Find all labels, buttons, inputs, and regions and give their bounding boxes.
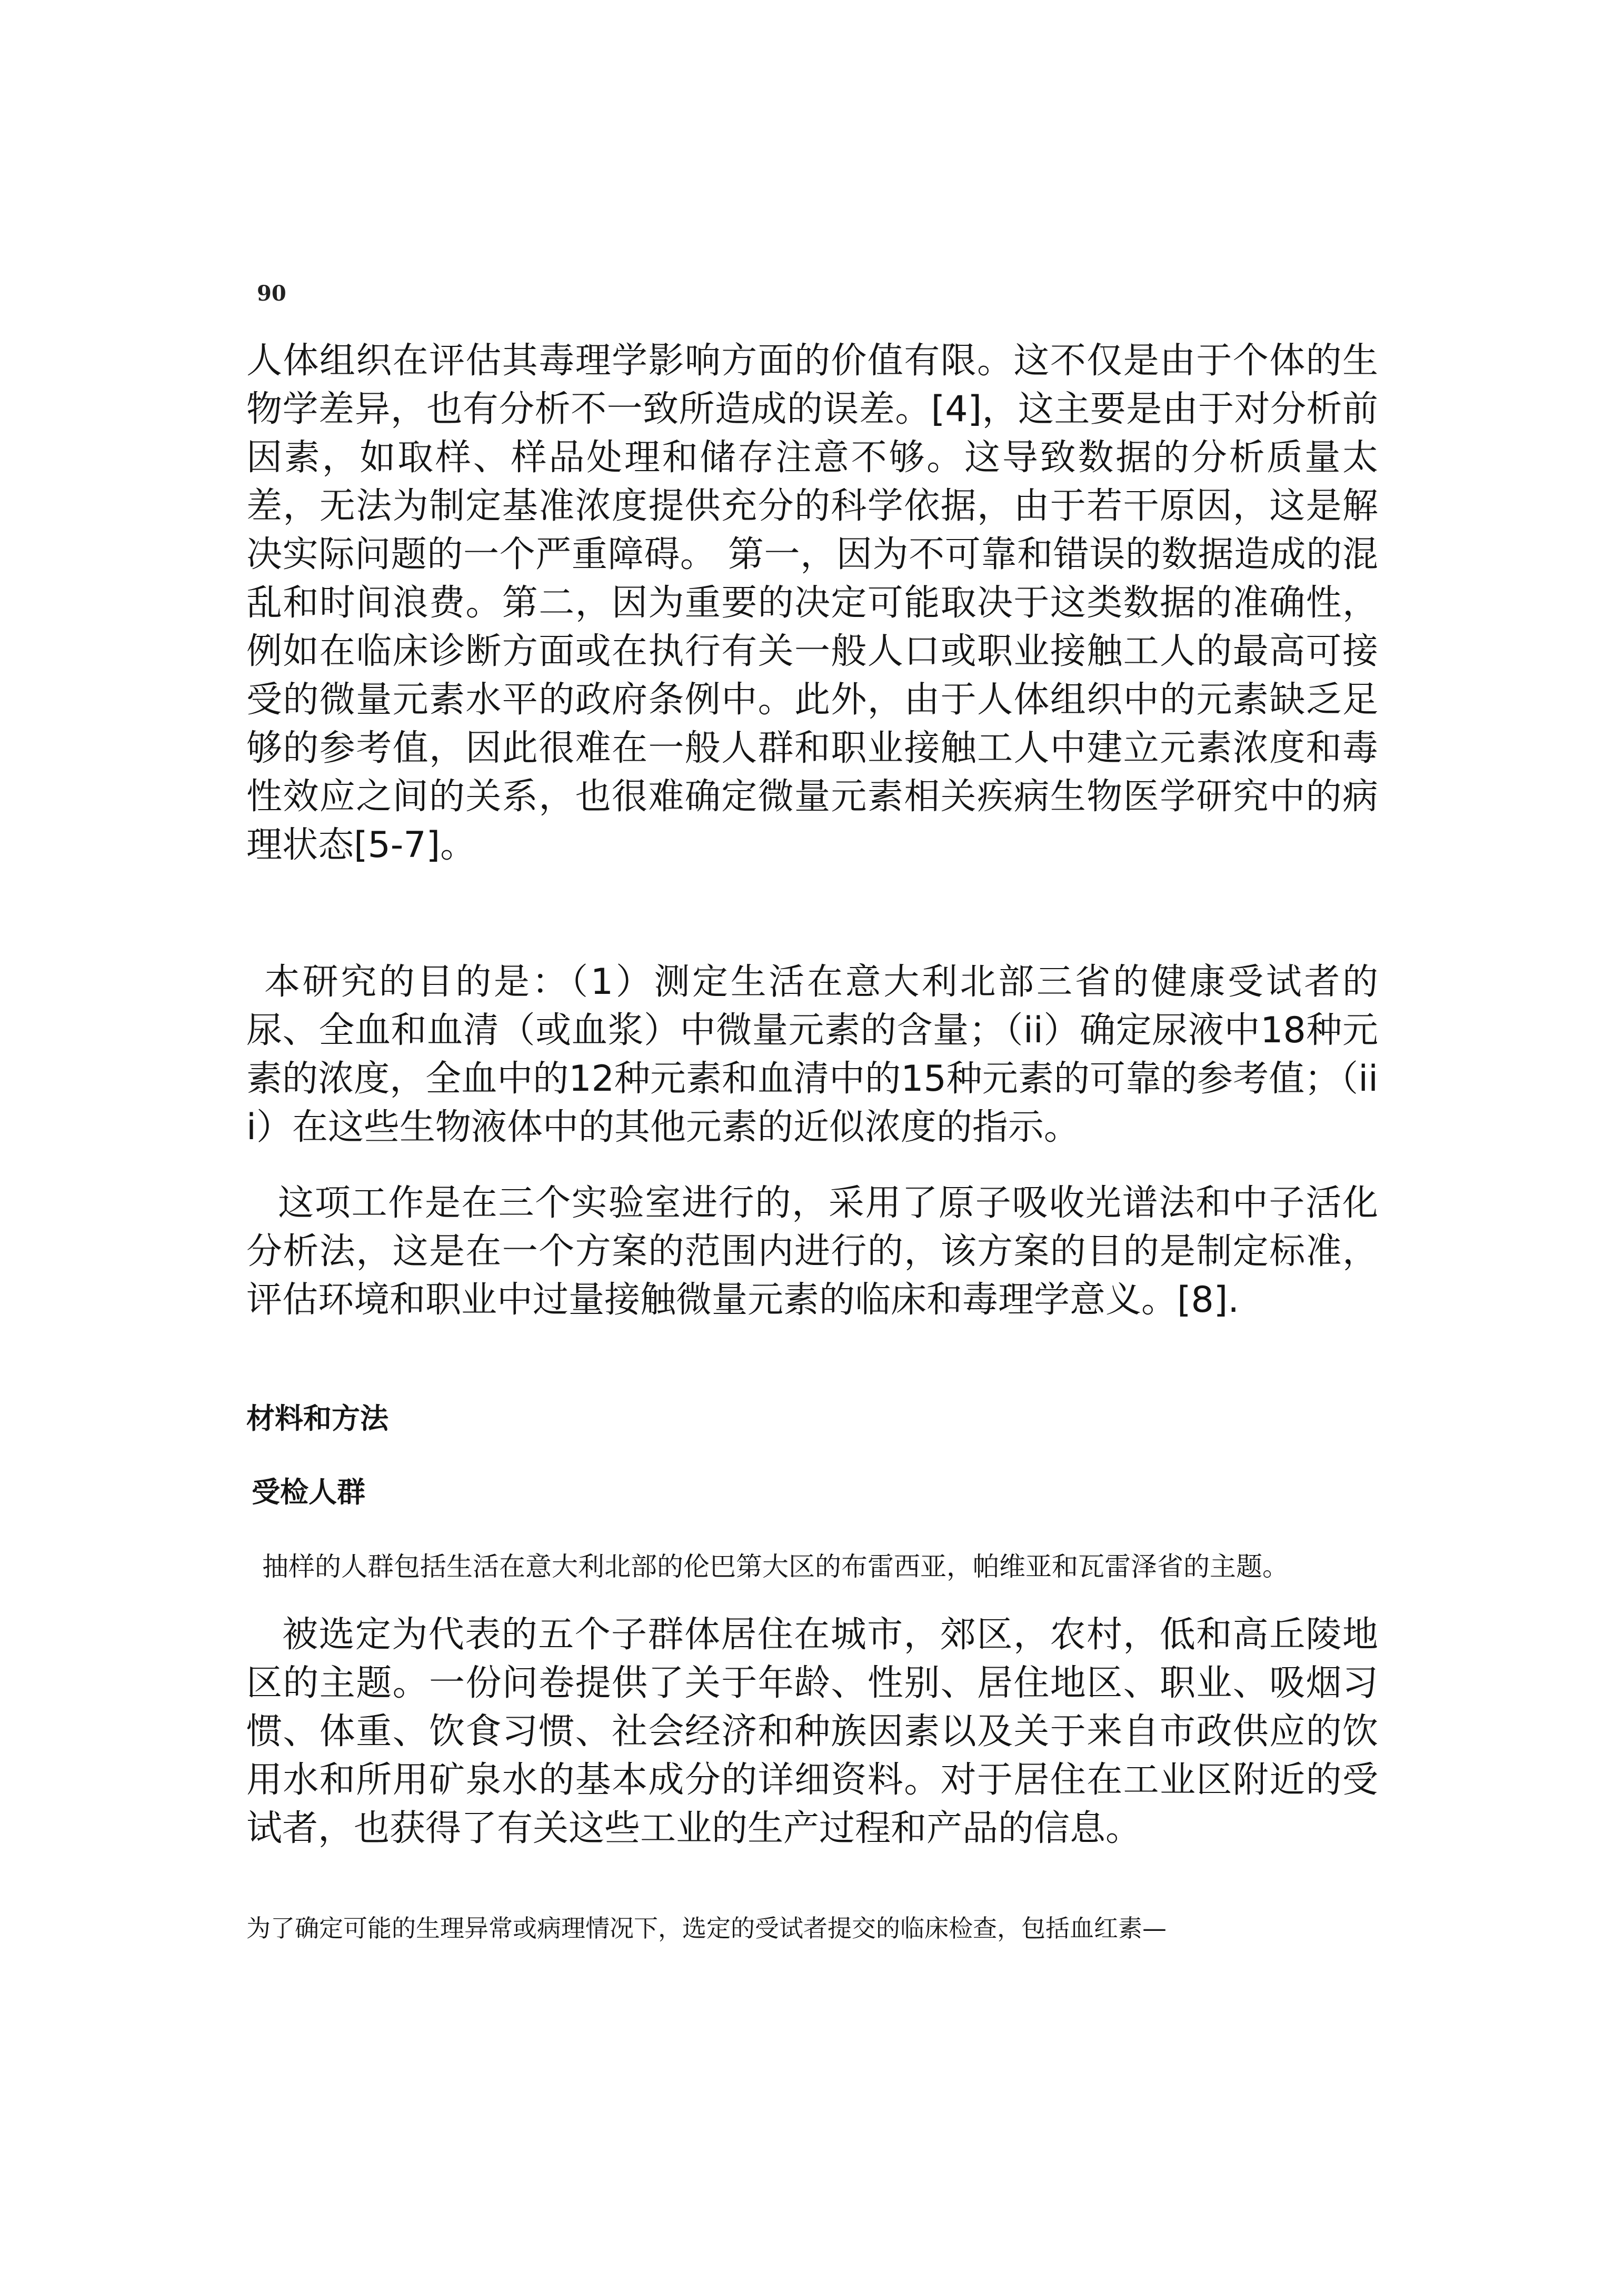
paragraph-sampled-population: 抽样的人群包括生活在意大利北部的伦巴第大区的布雷西亚，帕维亚和瓦雷泽省的主题。 [262,1551,1289,1582]
paragraph-clinical-examination: 为了确定可能的生理异常或病理情况下，选定的受试者提交的临床检查，包括血红素— [246,1914,1167,1942]
paragraph-subgroups-questionnaire: 被选定为代表的五个子群体居住在城市，郊区，农村，低和高丘陵地区的主题。一份问卷提供了关于年龄、性别、居住地区、职业、吸烟习惯、体重、饮食习惯、社会经济和种族因素以及关于来自市政供应的饮用水和所用矿泉水的基本成分的详细资料。对于居住在工业区附近的受试者，也获得了有关这些工业的生产过程和产品的信息。 [246,1614,1378,1849]
paragraph-intro-limitations: 人体组织在评估其毒理学影响方面的价值有限。这不仅是由于个体的生物学差异，也有分析不一致所造成的误差。[4]，这主要是由于对分析前因素，如取样、样品处理和储存注意不够。这导致数据的分析质量太差，无法为制定基准浓度提供充分的科学依据，由于若干原因，这是解决实际问题的一个严重障碍。 第一，因为不可靠和错误的数据造成的混乱和时间浪费。第二，因为重要的决定可能取决于这类数据的准确性，例如在临床诊断方面或在执行有关一般人口或职业接触工人的最高可接受的微量元素水平的政府条例中。此外，由于人体组织中的元素缺乏足够的参考值，因此很难在一般人群和职业接触工人中建立元素浓度和毒性效应之间的关系，也很难确定微量元素相关疾病生物医学研究中的病理状态[5-7]。 [246,340,1378,866]
page-number: 90 [257,281,286,306]
paragraph-study-aims: 本研究的目的是：（1）测定生活在意大利北部三省的健康受试者的尿、全血和血清（或血浆）中微量元素的含量；（ii）确定尿液中18种元素的浓度，全血中的12种元素和血清中的15种元素的可靠的参考值；（iii）在这些生物液体中的其他元素的近似浓度的指示。 [246,961,1378,1148]
section-heading-materials-methods: 材料和方法 [246,1402,388,1435]
paragraph-laboratory-work: 这项工作是在三个实验室进行的，采用了原子吸收光谱法和中子活化分析法，这是在一个方案的范围内进行的，该方案的目的是制定标准，评估环境和职业中过量接触微量元素的临床和毒理学意义。[8]. [246,1182,1378,1321]
subsection-heading-study-population: 受检人群 [252,1476,365,1509]
